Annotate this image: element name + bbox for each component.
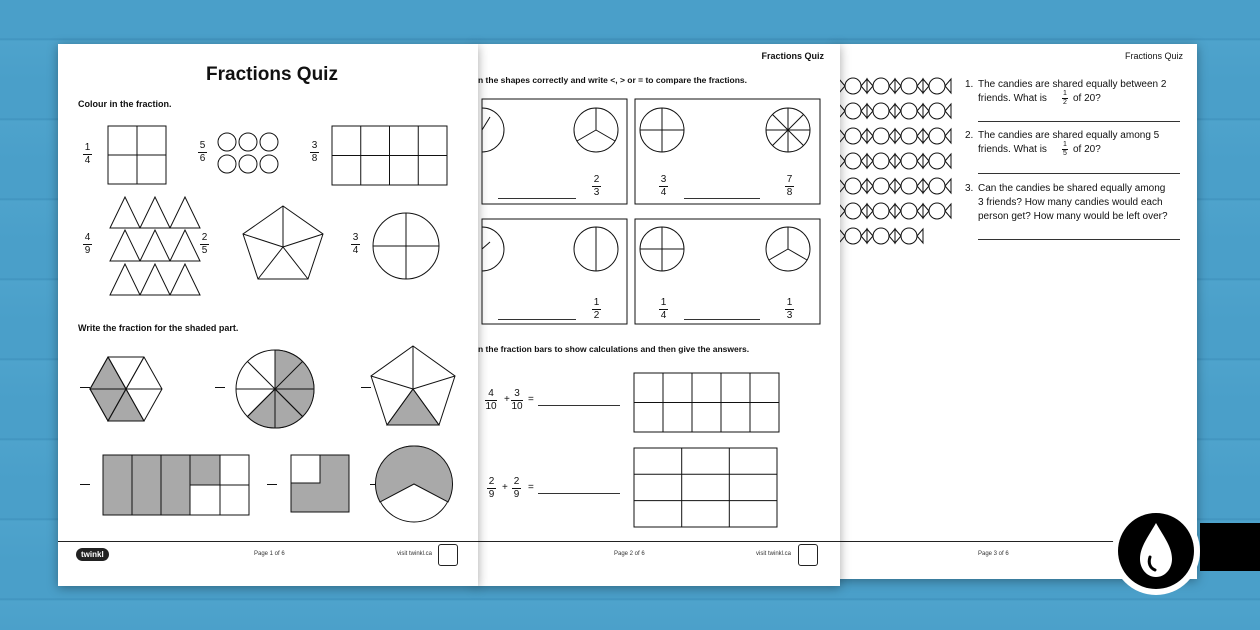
quiz-title: Fractions Quiz — [206, 64, 338, 85]
fraction-denominator: 8 — [786, 187, 793, 198]
candy-icon — [839, 103, 867, 119]
page-2-site: visit twinkl.ca — [756, 551, 792, 557]
question-1-number: 1. — [965, 79, 974, 90]
worksheet-page-2 — [474, 44, 840, 586]
fraction-denominator: 9 — [488, 489, 495, 500]
fraction-numerator: 1 — [593, 297, 600, 308]
fraction-bars — [474, 44, 840, 586]
fraction-denominator: 6 — [199, 153, 206, 164]
page-2-badge — [798, 544, 818, 566]
twinkl-logo: twinkl — [76, 548, 109, 561]
question-2-line-2a: friends. What is — [978, 144, 1047, 155]
rect-grid-shaded — [103, 455, 249, 515]
fraction-numerator: 3 — [660, 174, 667, 185]
fraction-denominator: 3 — [786, 310, 793, 321]
fraction-denominator: 2 — [593, 310, 600, 321]
fraction-numerator: 4 — [84, 232, 91, 243]
candy-icon — [867, 178, 895, 194]
fraction-shapes — [58, 44, 478, 586]
fraction-denominator: 8 — [311, 153, 318, 164]
candy-icon — [867, 203, 895, 219]
question-1-line-2b: of 20? — [1073, 93, 1101, 104]
question-1-line-2a: friends. What is — [978, 93, 1047, 104]
fraction-numerator: 1 — [786, 297, 793, 308]
circle-set — [239, 155, 257, 173]
worksheet-page-3 — [835, 44, 1197, 579]
fraction-bars-instruction: n the fraction bars to show calculations and then give the answers. — [478, 344, 750, 354]
fraction-numerator: 3 — [311, 140, 318, 151]
fraction-denominator: 5 — [201, 245, 208, 256]
page-2-footer: Page 2 of 6 — [614, 551, 645, 557]
fraction-numerator: 2 — [593, 174, 600, 185]
fraction-denominator: 9 — [84, 245, 91, 256]
page-1-site: visit twinkl.ca — [397, 551, 433, 557]
circle-set — [239, 133, 257, 151]
candy-icon — [923, 103, 951, 119]
candy-icon — [839, 203, 867, 219]
calc-1-plus: + — [504, 394, 510, 405]
candy-icon — [923, 178, 951, 194]
question-3-number: 3. — [965, 183, 974, 194]
fraction-denominator: 10 — [511, 401, 523, 412]
fraction-numerator: 5 — [199, 140, 206, 151]
fraction-denominator: 5 — [1063, 150, 1067, 157]
pentagon-shaded — [371, 346, 455, 425]
candy-icon — [867, 78, 895, 94]
circle-shaded — [375, 446, 452, 522]
candy-icon — [895, 228, 923, 244]
page-3-footer: Page 3 of 6 — [978, 551, 1009, 557]
fraction-denominator: 10 — [485, 401, 497, 412]
page-1-footer: Page 1 of 6 — [254, 551, 285, 557]
candy-icon — [923, 128, 951, 144]
candy-icon — [839, 228, 867, 244]
fraction-numerator: 7 — [786, 174, 793, 185]
question-3-answer-line[interactable] — [978, 239, 1180, 240]
candy-icon — [895, 103, 923, 119]
colour-section-heading: Colour in the fraction. — [78, 99, 172, 109]
ink-drop-badge — [1200, 523, 1260, 571]
question-3-line-2: 3 friends? How many candies would each — [978, 197, 1163, 208]
fraction-denominator: 4 — [660, 310, 667, 321]
candy-icon — [895, 128, 923, 144]
fraction-numerator: 1 — [84, 142, 91, 153]
candy-icon — [867, 128, 895, 144]
question-2-line-1: The candies are shared equally among 5 — [978, 130, 1160, 141]
question-1-answer-line[interactable] — [978, 121, 1180, 122]
fraction-denominator: 9 — [513, 489, 520, 500]
candy-icon — [895, 203, 923, 219]
page-1-footer-rule — [58, 541, 478, 542]
hexagon-shaded — [90, 357, 162, 421]
circle-set — [260, 133, 278, 151]
candy-icon — [839, 78, 867, 94]
fraction-numerator: 4 — [488, 388, 494, 399]
candy-icon — [867, 153, 895, 169]
page-3-header: Fractions Quiz — [1124, 51, 1183, 61]
candy-icon — [923, 78, 951, 94]
question-3-line-3: person get? How many would be left over? — [978, 211, 1168, 222]
fraction-denominator: 2 — [1063, 99, 1067, 106]
candy-icon — [839, 153, 867, 169]
triangle-set — [110, 197, 200, 295]
fraction-bar-ninths — [634, 448, 777, 527]
fraction-denominator: 3 — [593, 187, 600, 198]
candy-icon — [923, 203, 951, 219]
candy-icon — [839, 178, 867, 194]
fraction-numerator: 2 — [488, 476, 495, 487]
circle-set — [218, 155, 236, 173]
candies-illustration — [839, 78, 959, 258]
candy-icon — [895, 178, 923, 194]
fraction-numerator: 1 — [1063, 141, 1067, 148]
page-1-badge — [438, 544, 458, 566]
circle-set — [218, 133, 236, 151]
candy-icon — [867, 103, 895, 119]
fraction-numerator: 1 — [1063, 90, 1067, 97]
question-2-number: 2. — [965, 130, 974, 141]
fraction-numerator: 2 — [201, 232, 208, 243]
calc-1-equals: = — [528, 394, 534, 405]
fraction-numerator: 2 — [513, 476, 520, 487]
candy-icon — [895, 78, 923, 94]
question-1-line-1: The candies are shared equally between 2 — [978, 79, 1167, 90]
ink-drop-icon — [1110, 505, 1202, 597]
fraction-numerator: 3 — [352, 232, 359, 243]
candy-icon — [867, 228, 895, 244]
candy-icon — [895, 153, 923, 169]
fraction-denominator: 4 — [352, 245, 359, 256]
question-2-fraction — [1062, 141, 1068, 158]
question-1-fraction — [1062, 90, 1068, 107]
worksheet-page-1 — [58, 44, 478, 586]
calc-2-equals: = — [528, 482, 534, 493]
page-2-header: Fractions Quiz — [761, 51, 824, 61]
square-shaded — [291, 455, 349, 512]
question-2-answer-line[interactable] — [978, 173, 1180, 174]
fraction-numerator: 3 — [514, 388, 520, 399]
fraction-denominator: 4 — [660, 187, 667, 198]
page-2-footer-rule — [474, 541, 840, 542]
compare-instruction: n the shapes correctly and write <, > or = to compare the fractions. — [478, 75, 748, 85]
calc-2-plus: + — [502, 482, 508, 493]
circle-eighths-shaded — [236, 350, 314, 428]
fraction-numerator: 1 — [660, 297, 667, 308]
candy-icon — [923, 153, 951, 169]
fraction-denominator: 4 — [84, 155, 91, 166]
question-3-line-1: Can the candies be shared equally among — [978, 183, 1166, 194]
shaded-section-heading: Write the fraction for the shaded part. — [78, 323, 239, 333]
question-2-line-2b: of 20? — [1073, 144, 1101, 155]
circle-set — [260, 155, 278, 173]
candy-icon — [839, 128, 867, 144]
